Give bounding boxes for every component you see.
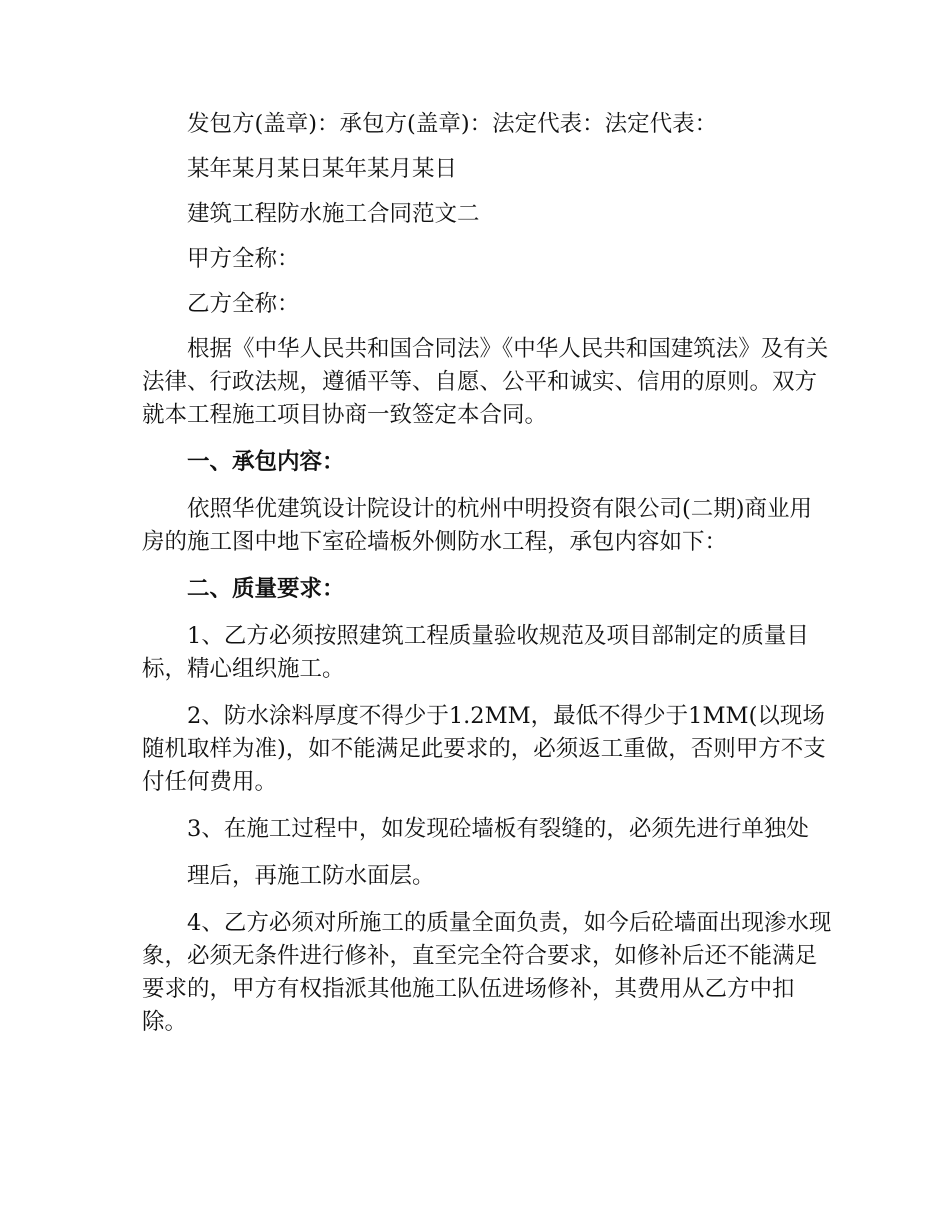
party-b-name: 乙方全称： [187, 291, 300, 317]
scope-paragraph: 依照华优建筑设计院设计的杭州中明投资有限公司(二期)商业用房的施工图中地下室砼墙板外侧防水工程，承包内容如下： [142, 496, 813, 555]
quality-item-2: 2、防水涂料厚度不得少于1.2MM，最低不得少于1MM(以现场随机取样为准)，如不能满足此要求的，必须返工重做，否则甲方不支付任何费用。 [142, 703, 826, 795]
quality-item-1: 1、乙方必须按照建筑工程质量验收规范及项目部制定的质量目标，精心组织施工。 [142, 623, 809, 682]
document-title: 建筑工程防水施工合同范文二 [187, 201, 480, 227]
party-a-name: 甲方全称： [187, 246, 300, 272]
signature-line: 发包方(盖章)：承包方(盖章)：法定代表：法定代表： [187, 111, 718, 137]
date-line: 某年某月某日某年某月某日 [187, 156, 458, 182]
quality-item-4: 4、乙方必须对所施工的质量全面负责，如今后砼墙面出现渗水现象，必须无条件进行修补，直至完全符合要求，如修补后还不能满足要求的，甲方有权指派其他施工队伍进场修补，其费用从乙方中扣除。 [142, 910, 832, 1035]
section-heading-scope: 一、承包内容： [187, 449, 345, 475]
document-body [142, 108, 832, 1053]
quality-item-3-continued: 理后，再施工防水面层。 [187, 863, 435, 889]
section-heading-quality: 二、质量要求： [187, 576, 345, 602]
preamble-paragraph: 根据《中华人民共和国合同法》《中华人民共和国建筑法》及有关法律、行政法规，遵循平等、自愿、公平和诚实、信用的原则。双方就本工程施工项目协商一致签定本合同。 [142, 336, 829, 428]
quality-item-3: 3、在施工过程中，如发现砼墙板有裂缝的，必须先进行单独处 [187, 816, 809, 842]
